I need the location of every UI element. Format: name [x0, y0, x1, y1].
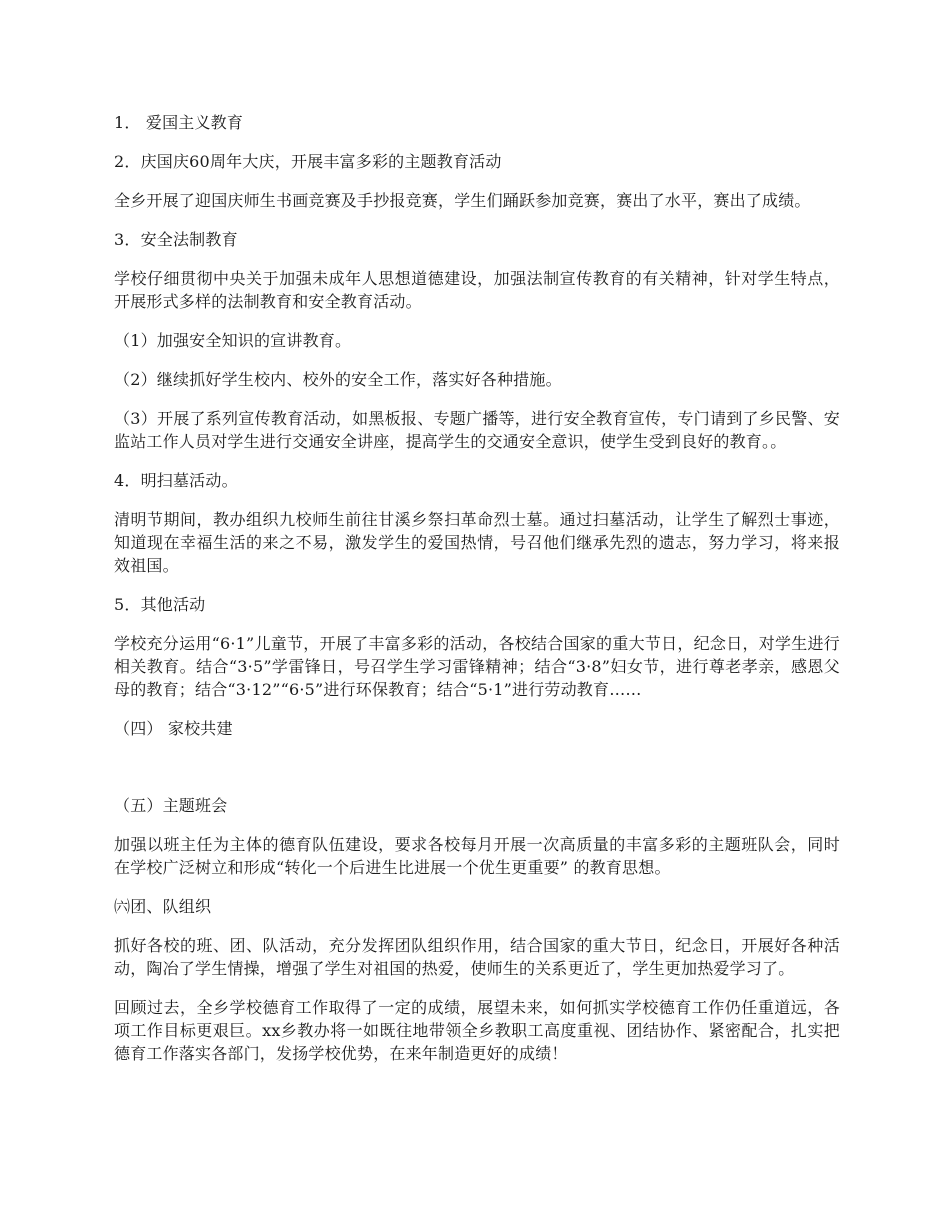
heading-theme-class-meeting: （五）主题班会 [114, 796, 228, 815]
paragraph-tomb-sweeping: 清明节期间，教办组织九校师生前往甘溪乡祭扫革命烈士墓。通过扫墓活动，让学生了解烈士事迹，知道现在幸福生活的来之不易，激发学生的爱国热情，号召他们继承先烈的遗志，努力学习，将来报效祖国。 [114, 510, 840, 575]
paragraph-theme-class-meeting: 加强以班主任为主体的德育队伍建设，要求各校每月开展一次高质量的丰富多彩的主题班队会，同时在学校广泛树立和形成“转化一个后进生比进展一个优生更重要” 的教育思想。 [114, 835, 840, 877]
heading-league-team: ㈥团、队组织 [114, 897, 212, 916]
paragraph-national-day: 全乡开展了迎国庆师生书画竞赛及手抄报竞赛，学生们踊跃参加竞赛，赛出了水平，赛出了成绩。 [114, 191, 811, 210]
heading-other-activities: 5．其他活动 [114, 595, 206, 614]
blank-spacer [114, 756, 840, 794]
list-item-safety-3: （3）开展了系列宣传教育活动，如黑板报、专题广播等，进行安全教育宣传，专门请到了乡民警、安监站工作人员对学生进行交通安全讲座，提高学生的交通安全意识，使学生受到良好的教育。。 [114, 409, 840, 451]
paragraph-other-activities: 学校充分运用“6·1”儿童节，开展了丰富多彩的活动，各校结合国家的重大节日，纪念日，对学生进行相关教育。结合“3·5”学雷锋日，号召学生学习雷锋精神；结合“3·8”妇女节，进行尊老孝亲，感恩父母的教育；结合“3·12”“6·5”进行环保教育；结合“5·1”进行劳动教育…… [114, 634, 840, 699]
heading-home-school: （四） 家校共建 [114, 719, 233, 738]
heading-patriotism: 1． 爱国主义教育 [114, 113, 244, 132]
heading-national-day: 2．庆国庆60周年大庆，开展丰富多彩的主题教育活动 [114, 152, 502, 171]
heading-safety-law: 3．安全法制教育 [114, 230, 238, 249]
heading-tomb-sweeping: 4．明扫墓活动。 [114, 471, 238, 490]
list-item-safety-1: （1）加强安全知识的宣讲教育。 [114, 331, 352, 350]
paragraph-safety-law: 学校仔细贯彻中央关于加强未成年人思想道德建设，加强法制宣传教育的有关精神，针对学生特点，开展形式多样的法制教育和安全教育活动。 [114, 269, 840, 311]
list-item-safety-2: （2）继续抓好学生校内、校外的安全工作，落实好各种措施。 [114, 370, 562, 389]
document-page [114, 111, 840, 1081]
paragraph-conclusion: 回顾过去，全乡学校德育工作取得了一定的成绩，展望未来，如何抓实学校德育工作仍任重道远，各项工作目标更艰巨。xx乡教办将一如既往地带领全乡教职工高度重视、团结协作、紧密配合，扎实把德育工作落实各部门，发扬学校优势，在来年制造更好的成绩！ [114, 998, 840, 1063]
paragraph-league-team: 抓好各校的班、团、队活动，充分发挥团队组织作用，结合国家的重大节日，纪念日，开展好各种活动，陶冶了学生情操，增强了学生对祖国的热爱，使师生的关系更近了，学生更加热爱学习了。 [114, 936, 840, 978]
